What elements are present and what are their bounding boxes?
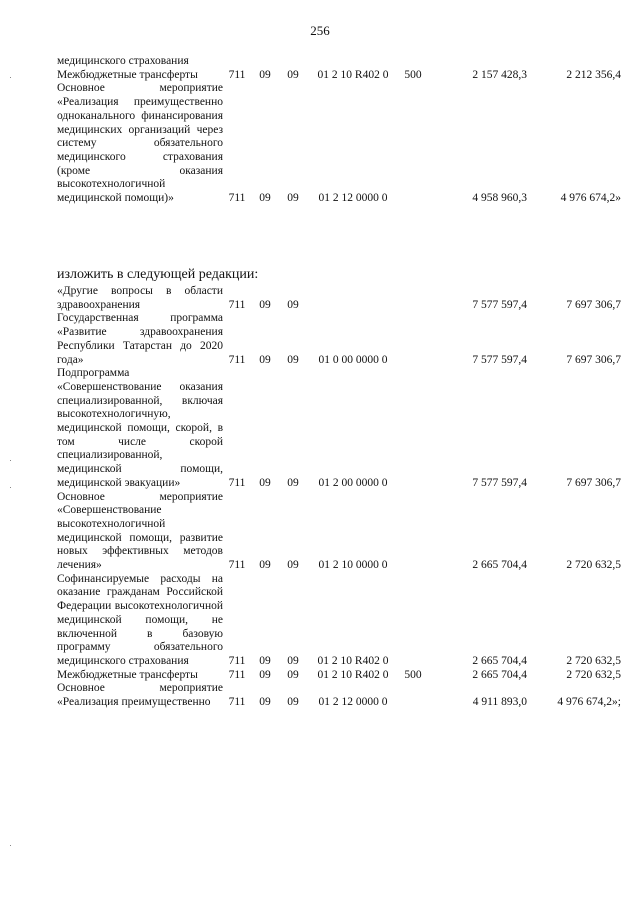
cell-sum2: 2 212 356,4 xyxy=(566,68,621,81)
table-row xyxy=(57,55,621,69)
cell-ved: 711 xyxy=(228,559,246,572)
cell-vr xyxy=(399,682,427,709)
table-row xyxy=(57,285,621,312)
cell-rz xyxy=(251,55,279,69)
cell-sum2 xyxy=(527,55,621,69)
cell-ved: 711 xyxy=(228,68,246,81)
cell-name: Государственная программа «Развитие здравоохранения Республики Татарстан до 2020 года» xyxy=(57,312,223,366)
table-row xyxy=(57,491,621,573)
table-row xyxy=(57,367,621,490)
table-row xyxy=(57,82,621,205)
cell-ved xyxy=(223,55,251,69)
cell-vr xyxy=(399,55,427,69)
cell-sum1: 2 665 704,4 xyxy=(472,559,527,572)
table-row xyxy=(57,669,621,683)
cell-rz: 09 xyxy=(259,298,271,311)
cell-sum1: 7 577 597,4 xyxy=(472,298,527,311)
cell-name: Основное мероприятие «Реализация преимущественно xyxy=(57,682,223,709)
cell-vr: 500 xyxy=(404,68,422,81)
cell-vr xyxy=(399,312,427,367)
cell-rz: 09 xyxy=(259,192,271,205)
amendment-heading: изложить в следующей редакции: xyxy=(57,267,259,282)
cell-sum1: 7 577 597,4 xyxy=(472,476,527,489)
cell-pr: 09 xyxy=(287,476,299,489)
cell-sum2: 7 697 306,7 xyxy=(566,298,621,311)
cell-sum1: 2 665 704,4 xyxy=(472,668,527,681)
scan-speck xyxy=(10,487,11,488)
cell-name: Софинансируемые расходы на оказание гражданам Российской Федерации высокотехнологичной медицинской помощи, не включенной в базовую программу обязательного медицинского страхования xyxy=(57,572,223,667)
cell-sum1 xyxy=(427,55,527,69)
cell-pr: 09 xyxy=(287,559,299,572)
cell-vr: 500 xyxy=(404,668,422,681)
cell-pr: 09 xyxy=(287,696,299,709)
cell-sum1: 2 157 428,3 xyxy=(472,68,527,81)
cell-vr xyxy=(399,491,427,573)
cell-pr: 09 xyxy=(287,68,299,81)
table-row xyxy=(57,312,621,367)
cell-name: «Другие вопросы в области здравоохранения xyxy=(57,285,223,311)
cell-csr: 01 2 00 0000 0 xyxy=(318,476,388,489)
cell-rz: 09 xyxy=(259,353,271,366)
cell-csr: 01 0 00 0000 0 xyxy=(318,353,388,366)
cell-pr: 09 xyxy=(287,668,299,681)
budget-table-after xyxy=(57,285,621,710)
cell-sum1: 7 577 597,4 xyxy=(472,353,527,366)
cell-sum2: 2 720 632,5 xyxy=(566,559,621,572)
cell-name: Межбюджетные трансферты xyxy=(57,68,198,81)
cell-ved: 711 xyxy=(228,476,246,489)
cell-ved: 711 xyxy=(228,696,246,709)
table-row xyxy=(57,573,621,669)
cell-rz: 09 xyxy=(259,559,271,572)
cell-csr: 01 2 12 0000 0 xyxy=(318,696,388,709)
cell-name: медицинского страхования xyxy=(57,55,189,67)
cell-rz: 09 xyxy=(259,668,271,681)
cell-ved: 711 xyxy=(228,654,246,667)
cell-sum2: 4 976 674,2»; xyxy=(557,696,621,709)
cell-pr: 09 xyxy=(287,353,299,366)
page-number: 256 xyxy=(310,23,330,38)
cell-sum2: 2 720 632,5 xyxy=(566,654,621,667)
table-row xyxy=(57,682,621,709)
cell-ved: 711 xyxy=(228,353,246,366)
cell-csr: 01 2 10 R402 0 xyxy=(317,654,389,667)
cell-name: Межбюджетные трансферты xyxy=(57,668,198,681)
cell-name: Основное мероприятие «Реализация преимущественно одноканального финансирования медицинских организаций через систему обязательного медицинского страхования (кроме оказания высокотехнологичной медицинской помощи)» xyxy=(57,82,223,205)
cell-vr xyxy=(399,367,427,490)
table-row xyxy=(57,69,621,83)
cell-csr xyxy=(307,55,399,69)
cell-name: Основное мероприятие «Совершенствование высокотехнологичной медицинской помощи, развитие новых эффективных методов лечения» xyxy=(57,490,223,572)
cell-vr xyxy=(399,573,427,669)
cell-pr xyxy=(279,55,307,69)
cell-sum2: 2 720 632,5 xyxy=(566,668,621,681)
cell-sum1: 4 958 960,3 xyxy=(472,192,527,205)
cell-sum2: 4 976 674,2» xyxy=(560,192,621,205)
cell-csr: 01 2 10 R402 0 xyxy=(317,68,389,81)
cell-pr: 09 xyxy=(287,192,299,205)
cell-ved: 711 xyxy=(228,192,246,205)
scan-speck xyxy=(10,77,11,78)
scan-speck xyxy=(10,845,11,846)
cell-vr xyxy=(399,82,427,205)
cell-sum1: 2 665 704,4 xyxy=(472,654,527,667)
cell-ved: 711 xyxy=(228,298,246,311)
cell-rz: 09 xyxy=(259,476,271,489)
cell-rz: 09 xyxy=(259,696,271,709)
cell-rz: 09 xyxy=(259,654,271,667)
cell-csr: 01 2 10 0000 0 xyxy=(318,559,388,572)
cell-csr: 01 2 10 R402 0 xyxy=(317,668,389,681)
cell-vr xyxy=(399,285,427,312)
cell-pr: 09 xyxy=(287,298,299,311)
budget-table-before xyxy=(57,55,621,206)
cell-sum1: 4 911 893,0 xyxy=(472,696,527,709)
cell-rz: 09 xyxy=(259,68,271,81)
cell-sum2: 7 697 306,7 xyxy=(566,353,621,366)
cell-pr: 09 xyxy=(287,654,299,667)
cell-sum2: 7 697 306,7 xyxy=(566,476,621,489)
scan-speck xyxy=(10,460,11,461)
cell-csr xyxy=(307,285,399,312)
cell-csr: 01 2 12 0000 0 xyxy=(318,192,388,205)
cell-ved: 711 xyxy=(228,668,246,681)
cell-name: Подпрограмма «Совершенствование оказания специализированной, включая высокотехнологичную, медицинской помощи, скорой, в том числе скорой специализированной, медицинской помощи, медицинской эвакуации» xyxy=(57,367,223,489)
